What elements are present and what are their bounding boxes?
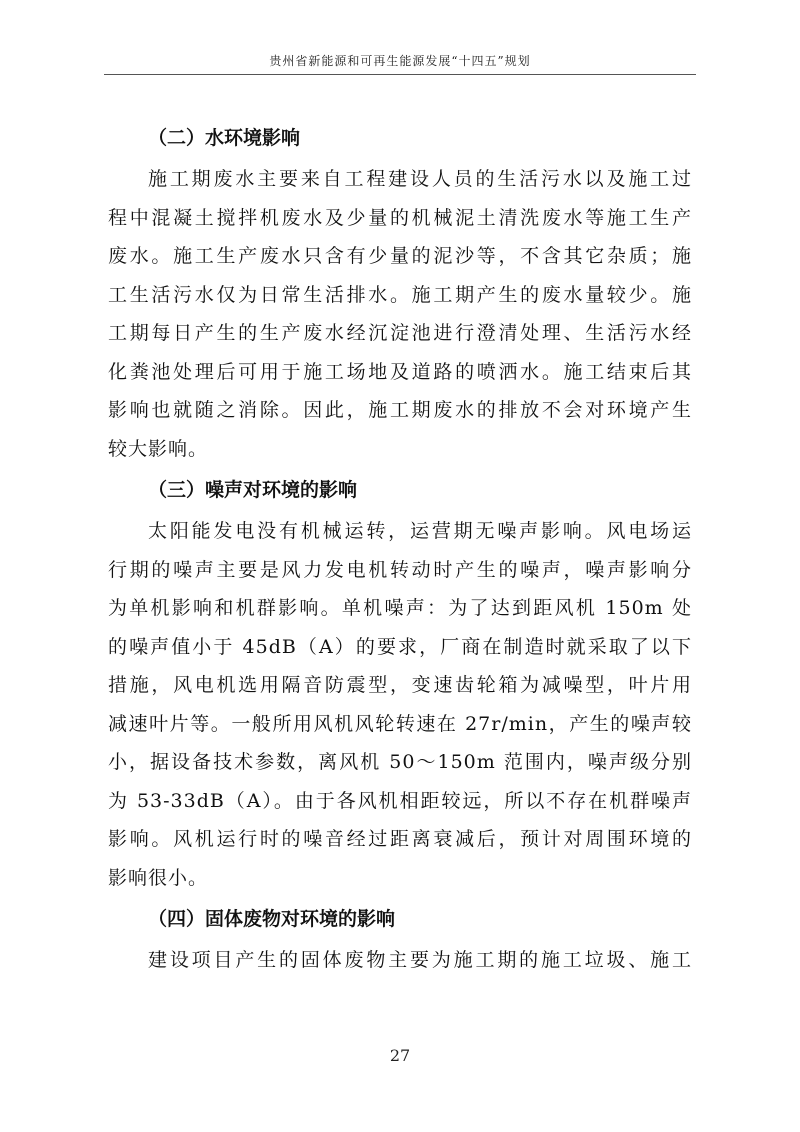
text-line: 工期每日产生的生产废水经沉淀池进行澄清处理、生活污水经 <box>108 322 692 344</box>
text-line: 太阳能发电没有机械运转，运营期无噪声影响。风电场运 <box>148 520 692 542</box>
header-divider <box>104 74 696 75</box>
paragraph-water <box>108 160 692 468</box>
text-line: 程中混凝土搅拌机废水及少量的机械泥土清洗废水等施工生产 <box>108 206 692 229</box>
text-line: 化粪池处理后可用于施工场地及道路的喷洒水。施工结束后其 <box>108 360 692 383</box>
text-line: 废水。施工生产废水只含有少量的泥沙等，不含其它杂质；施 <box>108 245 692 267</box>
text-line: 为单机影响和机群影响。单机噪声：为了达到距风机 150m 处 <box>108 597 692 619</box>
section-heading-water: （二）水环境影响 <box>148 127 301 149</box>
running-header: 贵州省新能源和可再生能源发展“十四五”规划 <box>269 54 531 68</box>
document-body <box>108 116 692 980</box>
text-line: 工生活污水仅为日常生活排水。施工期产生的废水量较少。施 <box>108 283 692 306</box>
paragraph-noise <box>108 512 692 897</box>
text-line: 减速叶片等。一般所用风机风轮转速在 27r/min，产生的噪声较 <box>108 712 692 735</box>
page-number: 27 <box>389 1046 411 1065</box>
paragraph-solid-waste <box>108 941 692 980</box>
text-line: 为 53-33dB（A）。由于各风机相距较远，所以不存在机群噪声 <box>108 789 692 812</box>
text-line: 较大影响。 <box>108 437 209 460</box>
text-line: 行期的噪声主要是风力发电机转动时产生的噪声，噪声影响分 <box>108 558 692 581</box>
text-line: 措施，风电机选用隔音防震型，变速齿轮箱为减噪型，叶片用 <box>108 674 692 696</box>
text-line: 小，据设备技术参数，离风机 50～150m 范围内，噪声级分别 <box>108 751 692 773</box>
text-line: 的噪声值小于 45dB（A）的要求，厂商在制造时就采取了以下 <box>108 635 692 658</box>
text-line: 建设项目产生的固体废物主要为施工期的施工垃圾、施工 <box>148 949 692 971</box>
section-heading-solid-waste: （四）固体废物对环境的影响 <box>148 908 396 930</box>
text-line: 影响很小。 <box>108 866 209 889</box>
section-heading-noise: （三）噪声对环境的影响 <box>148 479 358 501</box>
text-line: 施工期废水主要来自工程建设人员的生活污水以及施工过 <box>148 168 692 190</box>
text-line: 影响也就随之消除。因此，施工期废水的排放不会对环境产生 <box>108 399 692 421</box>
text-line: 影响。风机运行时的噪音经过距离衰减后，预计对周围环境的 <box>108 828 692 850</box>
